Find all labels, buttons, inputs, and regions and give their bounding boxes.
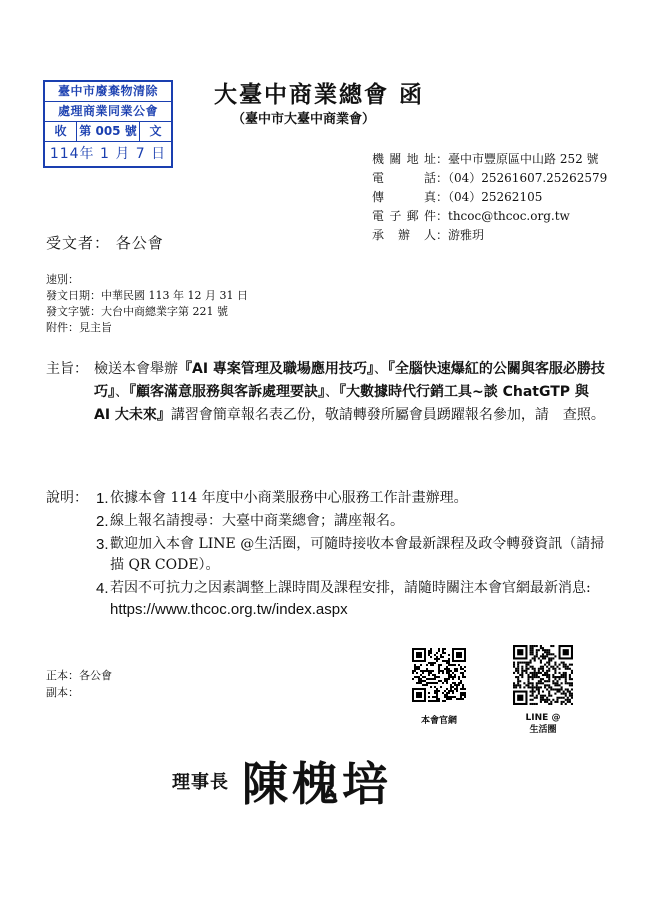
contact-email: 電子郵件：thcoc@thcoc.org.tw [372, 209, 570, 223]
list-item: 1. 依據本會 114 年度中小商業服務中心服務工作計畫辦理。 [96, 490, 468, 507]
meta-speed: 速別： [46, 273, 79, 286]
chairman-title: 理事長 [172, 772, 229, 793]
explanation-list [46, 488, 606, 621]
qr-code-icon [412, 648, 466, 702]
qr-website[interactable] [412, 648, 466, 702]
contact-handler: 承辦人：游雅玥 [372, 228, 485, 242]
contact-fax: 傳真：（04）25262105 [372, 190, 543, 204]
course-1: 『AI 專案管理及職場應用技巧』 [178, 361, 374, 377]
contact-phone: 電話：（04）25261607.25262579 [372, 171, 608, 185]
stamp-receipt-row [45, 122, 171, 142]
stamp-cell-number: 第 005 號 [77, 122, 140, 141]
copy-original: 正本：各公會 [46, 669, 112, 682]
qr-line[interactable] [513, 645, 573, 705]
course-3: 『顧客滿意服務與客訴處理要訣』 [129, 384, 325, 400]
qr-line-caption: LINE @ 生活圈 [525, 713, 561, 735]
copies-block [46, 667, 112, 701]
stamp-cell-doc: 文 [149, 124, 162, 138]
explanation-label: 說明： [46, 490, 88, 506]
qr-website-caption: 本會官網 [420, 716, 457, 726]
meta-date: 發文日期：中華民國 113 年 12 月 31 日 [46, 289, 248, 302]
qr-code-icon [513, 645, 573, 705]
document-meta [46, 272, 248, 336]
list-item: 3. 歡迎加入本會 LINE @生活圈，可隨時接收本會最新課程及政令轉發資訊（請掃描 QR CODE）。 [96, 536, 605, 573]
subject-section [46, 358, 606, 427]
page-subtitle: （臺中市大臺中商業會） [232, 112, 376, 127]
list-item: 2. 線上報名請搜尋：大臺中商業總會；講座報名。 [96, 513, 404, 530]
meta-number: 發文字號：大台中商總業字第 221 號 [46, 305, 228, 318]
copy-duplicate: 副本： [46, 686, 79, 699]
chairman-signature: 陳槐培 [242, 757, 392, 811]
stamp-org-line1: 臺中市廢棄物清除 [45, 82, 171, 102]
stamp-org-line2: 處理商業同業公會 [45, 102, 171, 122]
course-2: 『全腦快速爆紅的公關與客服必勝技巧』 [94, 361, 605, 400]
contact-address: 機關地址：臺中市豐原區中山路 252 號 [372, 152, 599, 166]
website-link[interactable]: https://www.thcoc.org.tw/index.aspx [110, 601, 348, 618]
subject-body: 檢送本會舉辦『AI 專案管理及職場應用技巧』、『全腦快速爆紅的公關與客服必勝技巧』、『顧客滿意服務與客訴處理要訣』、『大數據時代行銷工具~談 ChatGTP 與 AI 大未來』講習會簡章報名表乙份，敬請轉發所屬會員踴躍報名參加，請 查照。 [94, 361, 605, 423]
subject-label: 主旨： [46, 361, 88, 377]
list-item: 4. 若因不可抗力之因素調整上課時間及課程安排，請隨時關注本會官網最新消息: https://www.thcoc.org.tw/index.aspx [96, 580, 591, 618]
contact-block [372, 150, 607, 245]
recipient: 受文者： 各公會 [46, 234, 164, 252]
meta-attachment: 附件：見主旨 [46, 321, 112, 334]
stamp-date: 114年 1 月 7 日 [49, 146, 167, 162]
stamp-cell-receive: 收 [45, 122, 77, 141]
course-4: 『大數據時代行銷工具~談 ChatGTP 與 AI 大未來』 [94, 384, 589, 423]
explanation-section [46, 488, 606, 623]
page-title: 大臺中商業總會 函 [214, 81, 425, 108]
receipt-stamp [43, 80, 173, 168]
